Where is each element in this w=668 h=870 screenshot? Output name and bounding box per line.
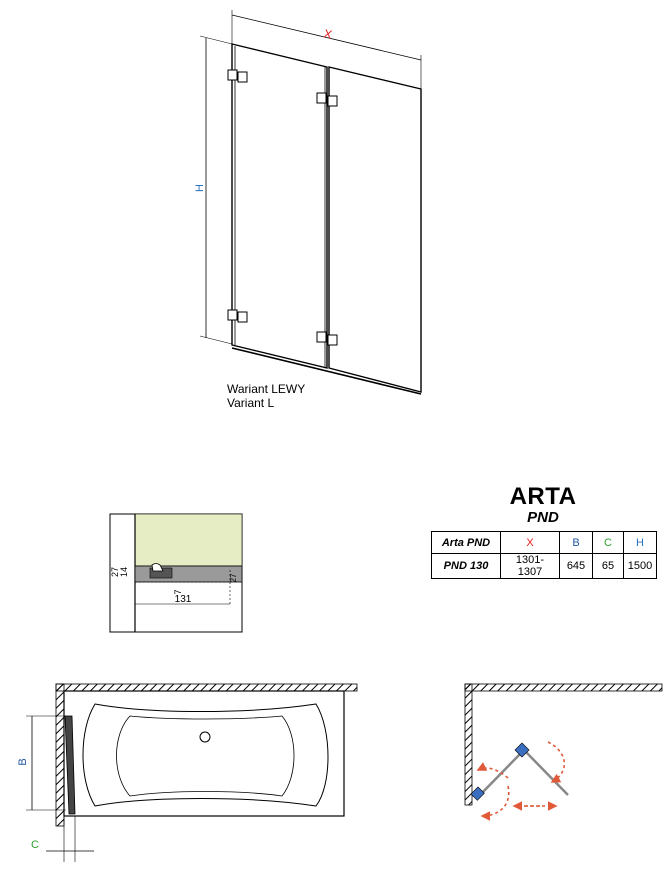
- detail-dim-27-left: 27: [110, 566, 120, 578]
- spec-cell-x: 1301-1307: [501, 554, 560, 579]
- profile-detail: [110, 514, 242, 632]
- brand-title: ARTA: [509, 483, 577, 510]
- variant-label: [227, 382, 305, 410]
- tub-outline: [64, 691, 344, 816]
- spec-cell-model: PND 130: [432, 554, 501, 579]
- glass-fill: [135, 514, 242, 566]
- spec-table-row: [432, 554, 657, 579]
- dim-b-label: B: [17, 758, 29, 766]
- wall-hinge-bottom: [228, 310, 247, 322]
- spec-header-h: H: [624, 532, 657, 554]
- detail-dim-131: 131: [174, 594, 192, 605]
- spec-header-b: B: [560, 532, 593, 554]
- detail-dim-27-right: 27: [229, 573, 238, 583]
- spec-header-model: Arta PND: [432, 532, 501, 554]
- folding-schematic: [465, 684, 662, 816]
- variant-line-en: Variant L: [227, 396, 275, 410]
- schematic-wall-top: [465, 684, 662, 691]
- spec-table: [431, 531, 657, 579]
- wall-top: [56, 684, 357, 691]
- product-title: [468, 484, 618, 526]
- wall-hinge-icon: [471, 787, 484, 800]
- schematic-wall-left: [465, 684, 472, 805]
- spec-table-header-row: [432, 532, 657, 554]
- brand-subtitle: PND: [527, 509, 559, 526]
- spec-cell-h: 1500: [624, 554, 657, 579]
- drain-icon: [200, 732, 210, 742]
- bathtub-plan: [17, 684, 357, 862]
- detail-dim-7: 7: [173, 589, 183, 595]
- dim-c-label: C: [31, 839, 39, 851]
- detail-dim-14: 14: [119, 566, 129, 578]
- panel-hinge-icon: [515, 743, 529, 757]
- spec-header-x: X: [501, 532, 560, 554]
- variant-line-pl: Wariant LEWY: [227, 382, 306, 396]
- spec-header-c: C: [593, 532, 624, 554]
- glass-panel-folding: [329, 67, 421, 392]
- wall-hinge-top: [228, 70, 247, 82]
- spec-cell-b: 645: [560, 554, 593, 579]
- spec-cell-c: 65: [593, 554, 624, 579]
- dim-h-label: H: [194, 184, 206, 192]
- dim-x-label: X: [322, 26, 334, 42]
- wall-left: [56, 684, 64, 826]
- screen-elevation: [194, 10, 421, 394]
